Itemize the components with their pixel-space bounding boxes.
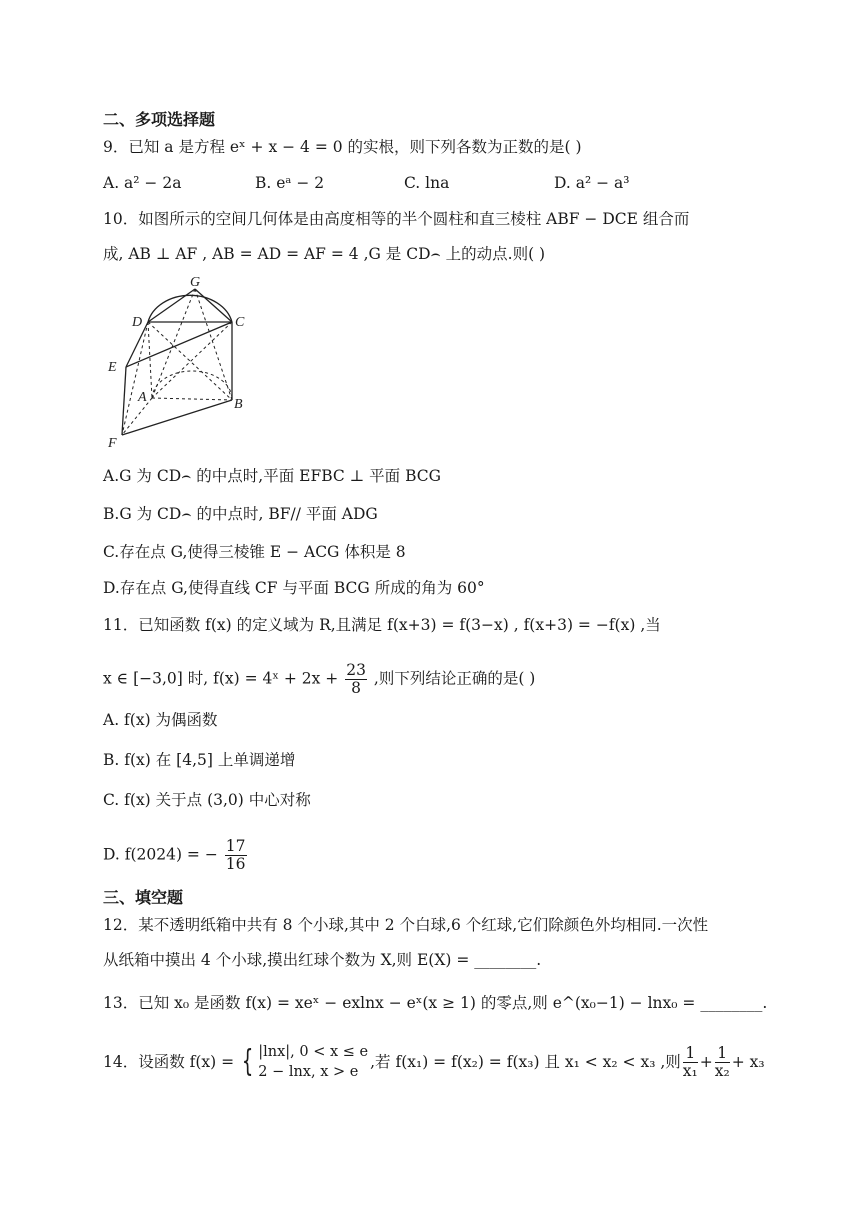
edge-db-hidden xyxy=(148,322,232,400)
question-14-tail: + x₃ xyxy=(731,1053,765,1071)
edge-ab-hidden xyxy=(152,398,232,400)
question-11-option-d xyxy=(103,838,249,873)
question-11-stem-line1: 11．已知函数 f(x) 的定义域为 R,且满足 f(x+3) = f(3−x) , f(x+3) = −f(x) ,当 xyxy=(103,616,661,634)
question-12-line1: 12．某不透明纸箱中共有 8 个小球,其中 2 个白球,6 个红球,它们除颜色外均相同.一次性 xyxy=(103,916,709,934)
label-e: E xyxy=(108,360,117,375)
question-11-stem-line2-tail: ,则下列结论正确的是( ) xyxy=(373,669,536,688)
question-10-stem-line1: 10．如图所示的空间几何体是由高度相等的半个圆柱和直三棱柱 ABF − DCE 组合而 xyxy=(103,210,690,228)
edge-fb xyxy=(122,400,232,435)
question-10-option-d: D.存在点 G,使得直线 CF 与平面 BCG 所成的角为 60° xyxy=(103,579,485,597)
fraction-numerator: 17 xyxy=(225,837,246,855)
question-9-option-a: A. a² − 2a xyxy=(103,174,182,192)
piecewise-case-1: |lnx|, 0 < x ≤ e xyxy=(258,1044,369,1060)
semicircle-arc-bottom-hidden xyxy=(152,371,232,400)
semicircle-arc-top xyxy=(148,295,232,322)
question-11-stem-line2-text: x ∈ [−3,0] 时, f(x) = 4ˣ + 2x + xyxy=(103,669,339,688)
edge-gd xyxy=(148,289,195,322)
section-heading-multiple-choice: 二、多项选择题 xyxy=(103,110,216,129)
piecewise-brace: { xyxy=(241,1044,254,1079)
question-11-option-c: C. f(x) 关于点 (3,0) 中心对称 xyxy=(103,791,311,809)
geometry-figure xyxy=(100,275,260,450)
question-11-option-b: B. f(x) 在 [4,5] 上单调递增 xyxy=(103,751,296,769)
question-13-line: 13．已知 x₀ 是函数 f(x) = xeˣ − exlnx − eˣ(x ≥ 1) 的零点,则 e^(x₀−1) − lnx₀ = ________. xyxy=(103,994,768,1012)
question-12-line2: 从纸箱中摸出 4 个小球,摸出红球个数为 X,则 E(X) = ________. xyxy=(103,951,542,969)
question-14-line xyxy=(103,1040,765,1084)
question-9-stem: 9．已知 a 是方程 eˣ + x − 4 = 0 的实根，则下列各数为正数的是( ) xyxy=(103,138,582,156)
question-11-stem-line2a xyxy=(103,662,535,697)
fraction-23-over-8 xyxy=(345,662,367,697)
fraction-denominator: 8 xyxy=(351,679,362,697)
question-10-option-c: C.存在点 G,使得三棱锥 E − ACG 体积是 8 xyxy=(103,543,406,561)
label-b: B xyxy=(234,397,243,412)
fraction-numerator: 23 xyxy=(346,661,366,679)
question-9-option-d: D. a² − a³ xyxy=(554,174,630,192)
question-14-lead: 14．设函数 f(x) = xyxy=(103,1053,235,1071)
edge-da-hidden xyxy=(148,322,152,398)
question-10-option-b: B.G 为 CD⌢ 的中点时, BF// 平面 ADG xyxy=(103,505,378,523)
edge-ca-hidden xyxy=(152,322,232,398)
fraction-17-over-16 xyxy=(225,838,247,873)
fraction-denominator: 16 xyxy=(225,855,246,873)
label-d: D xyxy=(132,315,143,330)
question-14-mid: ,若 f(x₁) = f(x₂) = f(x₃) 且 x₁ < x₂ < x₃ ,则 xyxy=(370,1053,681,1071)
piecewise-cases xyxy=(258,1042,368,1082)
edge-gc xyxy=(195,289,232,322)
label-c: C xyxy=(235,315,245,330)
question-10-stem-line2: 成, AB ⊥ AF , AB = AD = AF = 4 ,G 是 CD⌢ 上的动点.则( ) xyxy=(103,245,546,263)
fraction-numerator: 1 xyxy=(715,1045,730,1063)
label-f: F xyxy=(108,436,117,450)
fraction-numerator: 1 xyxy=(683,1045,698,1063)
question-9-option-b: B. eᵃ − 2 xyxy=(255,174,325,192)
edge-ef xyxy=(122,367,126,435)
fraction-1-over-x1 xyxy=(683,1045,698,1080)
fraction-1-over-x2 xyxy=(715,1045,730,1080)
piecewise-case-2: 2 − lnx, x > e xyxy=(258,1064,359,1080)
question-11-option-d-text: D. f(2024) = − xyxy=(103,845,218,864)
question-9-option-c: C. lna xyxy=(404,174,450,192)
question-10-option-a: A.G 为 CD⌢ 的中点时,平面 EFBC ⊥ 平面 BCG xyxy=(103,467,442,485)
question-11-option-a: A. f(x) 为偶函数 xyxy=(103,711,218,729)
label-a: A xyxy=(138,390,147,405)
fraction-denominator: x₁ xyxy=(682,1061,698,1080)
plus-sign: + xyxy=(699,1053,713,1071)
section-heading-fill-in: 三、填空题 xyxy=(103,888,184,907)
label-g: G xyxy=(190,275,201,290)
fraction-denominator: x₂ xyxy=(714,1061,730,1080)
